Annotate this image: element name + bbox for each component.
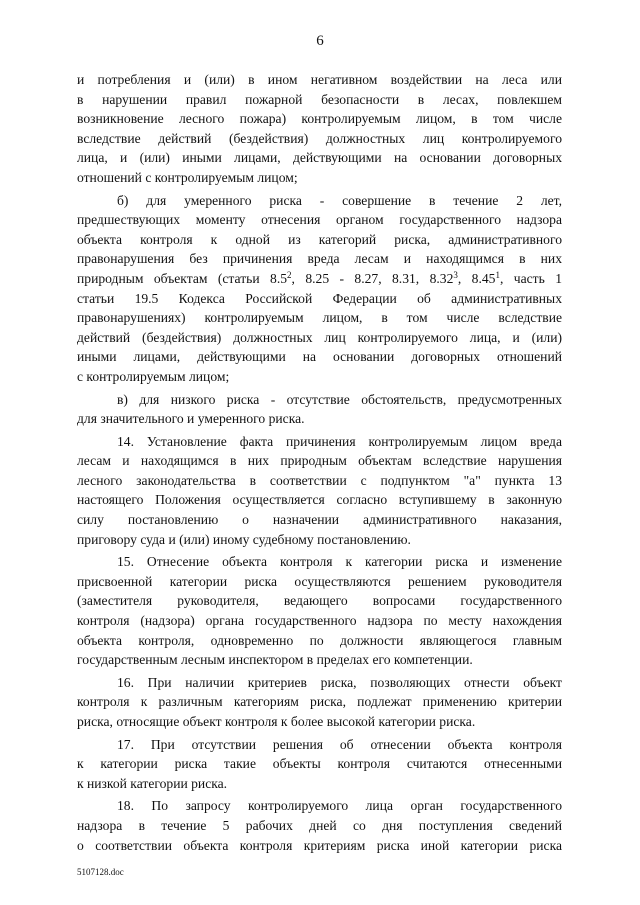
text-line: в нарушении правил пожарной безопасности в лесах, повлекшем xyxy=(77,91,562,107)
text-line: правонарушениях) контролируемым лицом, в том числе вследствие xyxy=(77,310,562,326)
body-text xyxy=(77,70,562,855)
text-line: к низкой категории риска. xyxy=(77,775,228,791)
text-line: присвоенной категории риска осуществляются решением руководителя xyxy=(77,573,562,589)
text-line: б) для умеренного риска - совершение в течение 2 лет, xyxy=(117,192,562,208)
text-line: к категории риска такие объекты контроля считаются отнесенными xyxy=(77,756,562,772)
text-line: для значительного и умеренного риска. xyxy=(77,411,305,427)
text-line: действий (бездействия) должностных лиц контролируемого лица, и (или) xyxy=(77,329,562,345)
text-line: природным объектам (статьи $8.5^2$, 8.25 - 8.27, 8.31, 8.32$^3$, 8.45$^1$, часть 1 xyxy=(77,269,563,286)
file-name-footer: 5107128.doc xyxy=(77,867,124,877)
text-line: в) для низкого риска - отсутствие обстоятельств, предусмотренных xyxy=(117,391,562,407)
text-line: вследствие действий (бездействия) должностных лиц контролируемого xyxy=(77,130,562,146)
text-line: иными лицами, действующими на основании договорных отношений xyxy=(77,349,562,365)
text-line: предшествующих моменту отнесения органом государственного надзора xyxy=(77,212,562,228)
text-line: о соответствии объекта контроля критериям риска иной категории риска xyxy=(77,837,562,853)
text-line: с контролируемым лицом; xyxy=(77,368,230,384)
text-line: приговору суда и (или) иному судебному постановлению. xyxy=(77,531,411,547)
text-line: надзора в течение 5 рабочих дней со дня поступления сведений xyxy=(77,817,562,833)
text-line: 15. Отнесение объекта контроля к категории риска и изменение xyxy=(117,554,562,570)
text-line: 18. По запросу контролируемого лица орган государственного xyxy=(117,798,562,814)
text-line: 16. При наличии критериев риска, позволяющих отнести объект xyxy=(117,674,562,690)
text-line: лесного законодательства в соответствии с подпунктом "а" пункта 13 xyxy=(77,472,562,488)
text-line: 17. При отсутствии решения об отнесении объекта контроля xyxy=(117,736,562,752)
text-line: отношений с контролируемым лицом; xyxy=(77,169,298,185)
text-line: риска, относящие объект контроля к более высокой категории риска. xyxy=(77,714,476,729)
text-line: 14. Установление факта причинения контролируемым лицом вреда xyxy=(117,433,562,449)
text-line: государственным лесным инспектором в пределах его компетенции. xyxy=(77,652,473,668)
text-line: контроля к различным категориям риска, подлежат применению критерии xyxy=(77,694,562,710)
text-line: объекта контроля, одновременно по должности являющегося главным xyxy=(77,632,562,648)
text-line: лесам и находящимся в них природным объектам вследствие нарушения xyxy=(77,453,562,469)
text-line: силу постановлению о назначении административного наказания, xyxy=(77,512,562,528)
text-line: лица, и (или) иными лицами, действующими на основании договорных xyxy=(77,150,562,166)
text-line: контроля (надзора) органа государственного надзора по месту нахождения xyxy=(77,613,562,629)
text-line: (заместителя руководителя, ведающего вопросами государственного xyxy=(77,593,562,609)
text-line: и потребления и (или) в ином негативном воздействии на леса или xyxy=(77,72,562,87)
text-line: объекта контроля к одной из категорий риска, административного xyxy=(77,231,562,247)
text-line: возникновение лесного пожара) контролируемым лицом, в том числе xyxy=(77,111,562,127)
text-line: статьи 19.5 Кодекса Российской Федерации об административных xyxy=(77,290,562,306)
text-line: правонарушения без причинения вреда лесам и находящимся в них xyxy=(77,251,562,267)
page-number: 6 xyxy=(316,33,324,49)
text-line: настоящего Положения осуществляется согласно вступившему в законную xyxy=(77,492,562,508)
